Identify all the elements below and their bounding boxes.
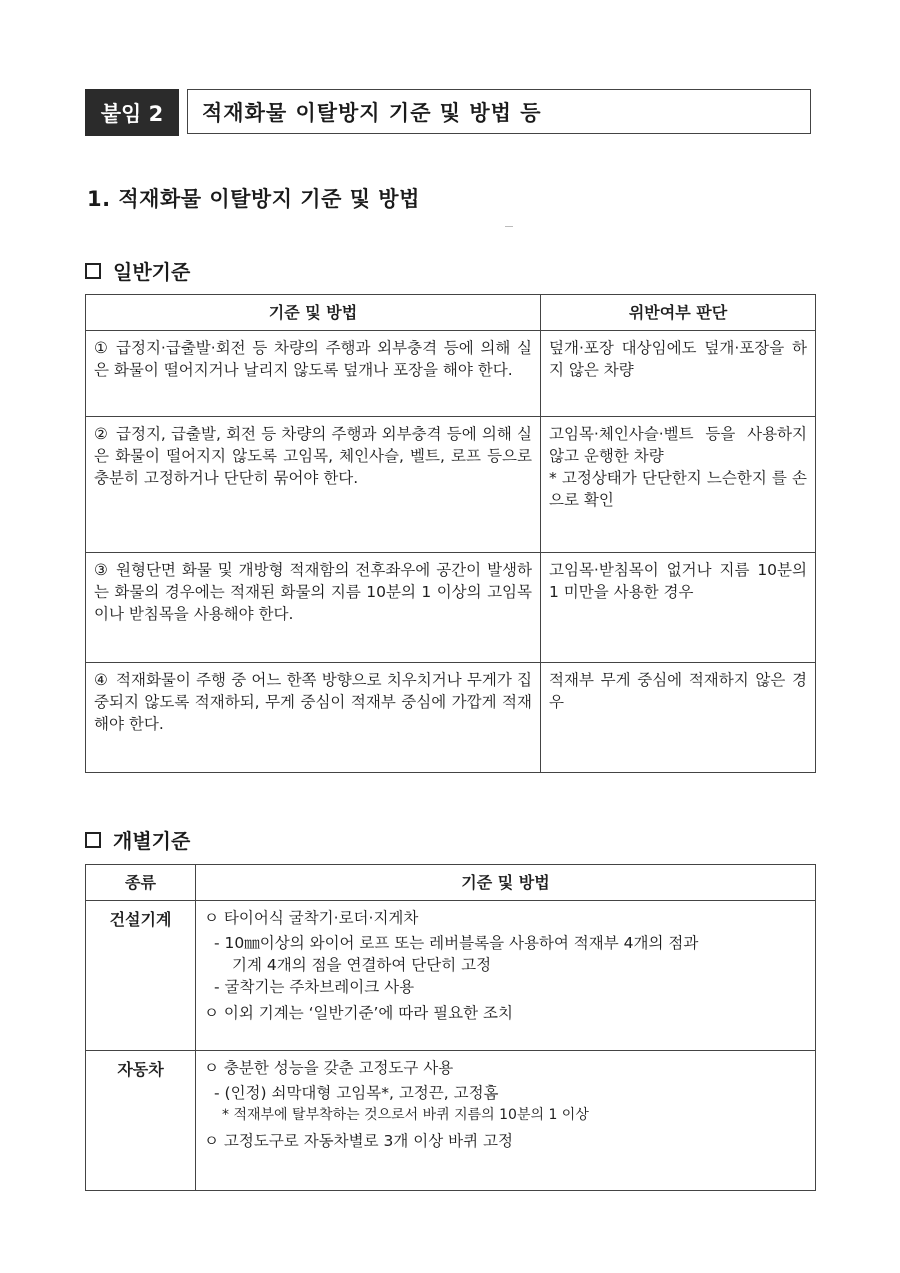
criteria-cell — [86, 663, 541, 773]
method-cell — [196, 1051, 816, 1191]
method-cell — [196, 901, 816, 1051]
individual-criteria-table — [85, 864, 816, 1191]
criteria-text: 원형단면 화물 및 개방형 적재함의 전후좌우에 공간이 발생하는 화물의 경우에는 적재된 화물의 지름 10분의 1 이상의 고임목이나 받침목을 사용해야 한다. — [94, 561, 532, 623]
table-row — [86, 1051, 816, 1191]
item-number: ① — [94, 339, 108, 357]
category-cell: 자동차 — [86, 1051, 196, 1191]
table-row — [86, 331, 816, 417]
general-heading — [85, 256, 190, 285]
bullet-line: ㅇ 충분한 성능을 갖춘 고정도구 사용 — [204, 1059, 454, 1077]
judgment-cell — [541, 417, 816, 553]
judgment-text: 적재부 무게 중심에 적재하지 않은 경우 — [549, 671, 807, 711]
attachment-header — [85, 89, 813, 136]
judgment-text: 덮개·포장 대상임에도 덮개·포장을 하지 않은 차량 — [549, 339, 807, 379]
item-number: ③ — [94, 561, 108, 579]
judgment-text: 고임목·체인사슬·벨트 등을 사용하지 않고 운행한 차량 — [549, 425, 807, 465]
checkbox-square-icon — [85, 263, 101, 279]
footnote-line: * 적재부에 탈부착하는 것으로서 바퀴 지름의 10분의 1 이상 — [222, 1107, 589, 1123]
criteria-text: 적재화물이 주행 중 어느 한쪽 방향으로 치우치거나 무게가 집중되지 않도록 적재하되, 무게 중심이 적재부 중심에 가깝게 적재해야 한다. — [94, 671, 532, 733]
judgment-cell — [541, 331, 816, 417]
item-number: ④ — [94, 671, 108, 689]
judgment-cell — [541, 663, 816, 773]
criteria-text: 급정지, 급출발, 회전 등 차량의 주행과 외부충격 등에 의해 실은 화물이 떨어지지 않도록 고임목, 체인사슬, 벨트, 로프 등으로 충분히 고정하거나 단단히 묶어야 한다. — [94, 425, 532, 487]
general-criteria-table — [85, 294, 816, 773]
criteria-text: 급정지·급출발·회전 등 차량의 주행과 외부충격 등에 의해 실은 화물이 떨어지거나 날리지 않도록 덮개나 포장을 해야 한다. — [94, 339, 532, 379]
section-title: 1. 적재화물 이탈방지 기준 및 방법 — [87, 187, 420, 211]
dash-line: - (인정) 쇠막대형 고임목*, 고정끈, 고정홈 — [214, 1084, 499, 1102]
scan-mark — [505, 226, 513, 227]
individual-heading-label: 개별기준 — [113, 829, 191, 853]
attachment-title: 적재화물 이탈방지 기준 및 방법 등 — [187, 89, 811, 134]
column-header-criteria: 기준 및 방법 — [86, 295, 541, 331]
column-header-type: 종류 — [86, 865, 196, 901]
judgment-cell — [541, 553, 816, 663]
general-heading-label: 일반기준 — [113, 260, 191, 284]
table-row — [86, 417, 816, 553]
continuation-line: 기계 4개의 점을 연결하여 단단히 고정 — [232, 956, 492, 974]
individual-heading — [85, 825, 190, 854]
judgment-note: * 고정상태가 단단한지 느슨한지 를 손으로 확인 — [549, 469, 807, 509]
criteria-cell — [86, 553, 541, 663]
checkbox-square-icon — [85, 832, 101, 848]
column-header-method: 기준 및 방법 — [196, 865, 816, 901]
bullet-line: ㅇ 타이어식 굴착기·로더·지게차 — [204, 909, 419, 927]
bullet-line: ㅇ 이외 기계는 ‘일반기준’에 따라 필요한 조치 — [204, 1004, 513, 1022]
criteria-cell — [86, 331, 541, 417]
attachment-tag: 붙임 2 — [85, 89, 179, 136]
criteria-cell — [86, 417, 541, 553]
category-cell: 건설기계 — [86, 901, 196, 1051]
column-header-judgment: 위반여부 판단 — [541, 295, 816, 331]
dash-line: - 굴착기는 주차브레이크 사용 — [214, 978, 415, 996]
item-number: ② — [94, 425, 108, 443]
table-row — [86, 553, 816, 663]
judgment-text: 고임목·받침목이 없거나 지름 10분의1 미만을 사용한 경우 — [549, 561, 807, 601]
bullet-line: ㅇ 고정도구로 자동차별로 3개 이상 바퀴 고정 — [204, 1132, 513, 1150]
table-row — [86, 901, 816, 1051]
dash-line: - 10㎜이상의 와이어 로프 또는 레버블록을 사용하여 적재부 4개의 점과 — [214, 934, 699, 952]
table-row — [86, 663, 816, 773]
